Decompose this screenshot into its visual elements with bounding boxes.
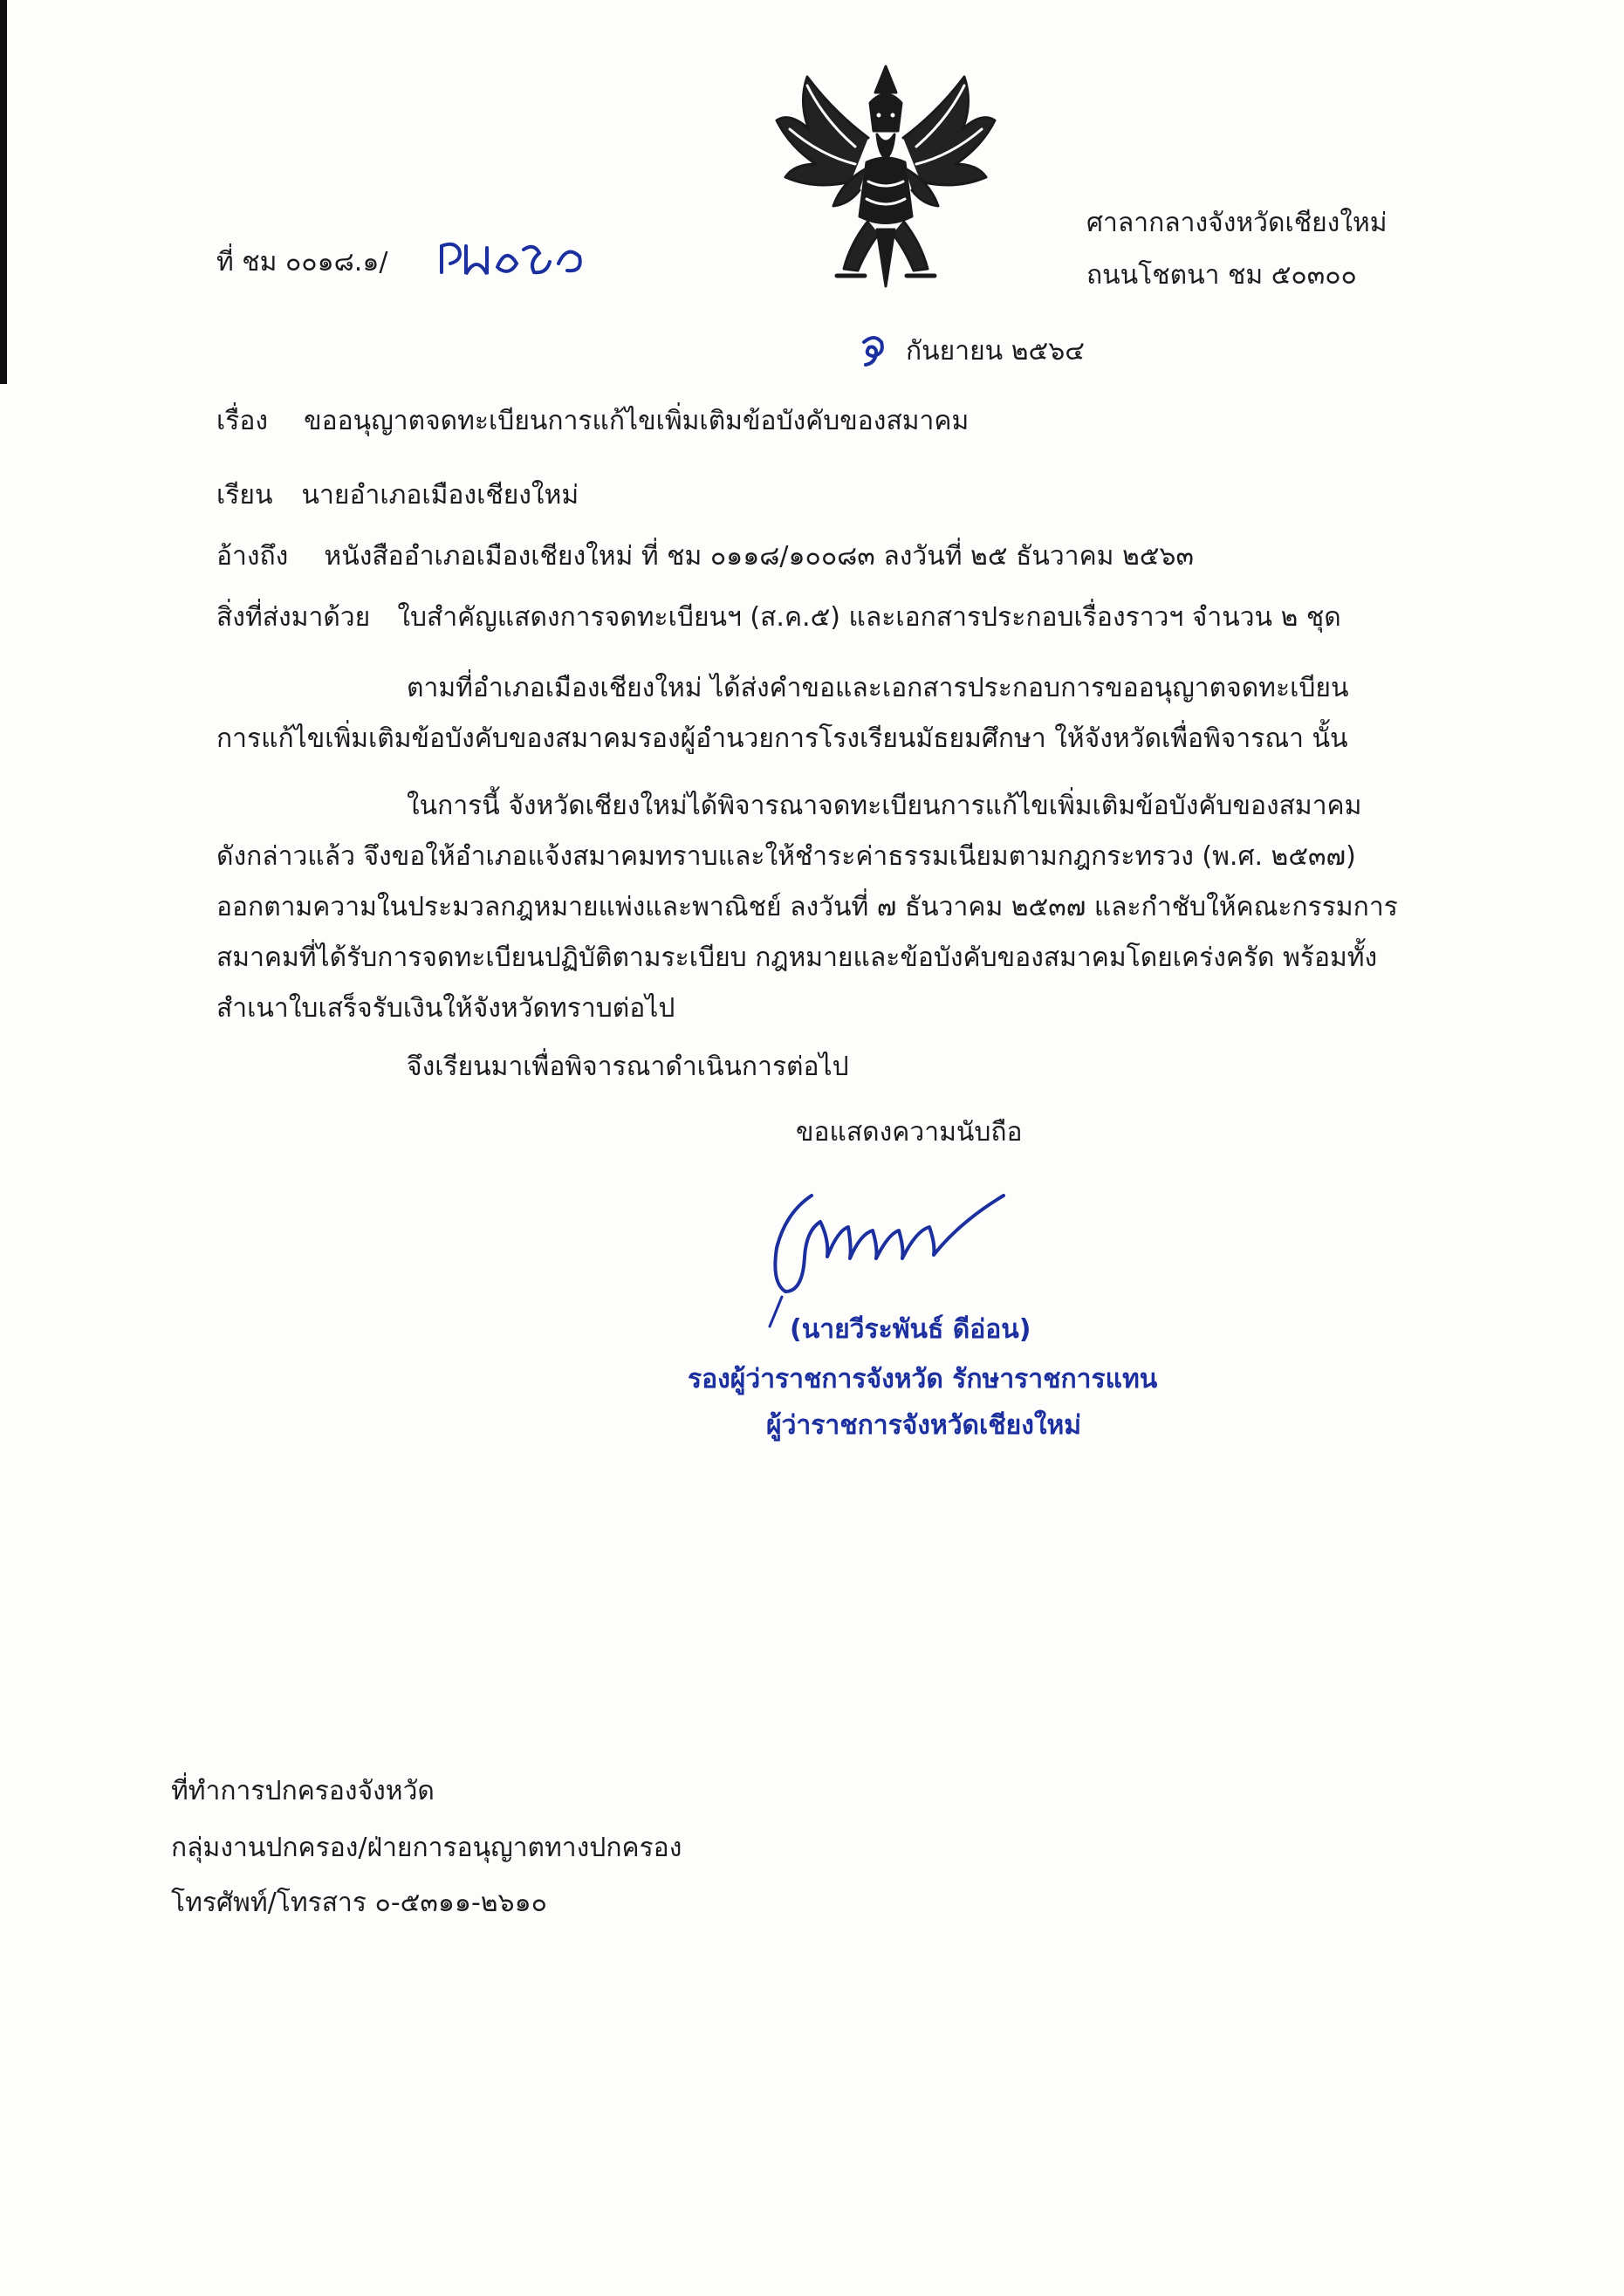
to-text: นายอำเภอเมืองเชียงใหม่: [301, 480, 579, 511]
signatory-name: (นายวีระพันธ์ ดีอ่อน): [790, 1314, 1031, 1345]
date-month-year: กันยายน ๒๕๖๔: [906, 336, 1085, 367]
to-label: เรียน: [216, 480, 273, 511]
footer-department: ที่ทำการปกครองจังหวัด: [171, 1776, 435, 1806]
reference-number-prefix: ที่ ชม ๐๐๑๘.๑/: [216, 247, 388, 278]
footer-phone: โทรศัพท์/โทรสาร ๐-๕๓๑๑-๒๖๑๐: [171, 1888, 547, 1918]
garuda-emblem-icon: [746, 51, 1025, 299]
enclosure-line: [216, 602, 1341, 634]
paragraph-line: ดังกล่าวแล้ว จึงขอให้อำเภอแจ้งสมาคมทราบและให้ชำระค่าธรรมเนียมตามกฎกระทรวง (พ.ศ. ๒๕๓๗): [216, 841, 1356, 872]
paragraph-line: สำเนาใบเสร็จรับเงินให้จังหวัดทราบต่อไป: [216, 993, 675, 1024]
subject-label: เรื่อง: [216, 406, 269, 436]
footer-section: กลุ่มงานปกครอง/ฝ่ายการอนุญาตทางปกครอง: [171, 1833, 682, 1863]
paragraph-line: การแก้ไขเพิ่มเติมข้อบังคับของสมาคมรองผู้อำนวยการโรงเรียนมัธยมศึกษา ให้จังหวัดเพื่อพิจารณา นั้น: [216, 723, 1348, 754]
reference-label: อ้างถึง: [216, 541, 289, 572]
closing-salutation: ขอแสดงความนับถือ: [796, 1117, 1023, 1148]
reference-line: [216, 541, 1194, 572]
closing-request: จึงเรียนมาเพื่อพิจารณาดำเนินการต่อไป: [407, 1052, 849, 1082]
enclosure-label: สิ่งที่ส่งมาด้วย: [216, 602, 371, 633]
handwritten-date-day: [855, 330, 890, 370]
handwritten-reference-number: [436, 237, 593, 281]
body-paragraph-1: [216, 663, 1348, 764]
body-paragraph-2: [216, 781, 1398, 1034]
to-line: [216, 480, 579, 511]
office-name: ศาลากลางจังหวัดเชียงใหม่: [1086, 208, 1388, 238]
paragraph-line: สมาคมที่ได้รับการจดทะเบียนปฏิบัติตามระเบียบ กฎหมายและข้อบังคับของสมาคมโดยเคร่งครัด พร้อมทั้ง: [216, 942, 1378, 973]
paragraph-line: ออกตามความในประมวลกฎหมายแพ่งและพาณิชย์ ลงวันที่ ๗ ธันวาคม ๒๕๓๗ และกำชับให้คณะกรรมการ: [216, 892, 1398, 922]
signatory-position: รองผู้ว่าราชการจังหวัด รักษาราชการแทน: [688, 1364, 1158, 1395]
paragraph-line: ในการนี้ จังหวัดเชียงใหม่ได้พิจารณาจดทะเบียนการแก้ไขเพิ่มเติมข้อบังคับของสมาคม: [407, 791, 1362, 821]
paragraph-line: ตามที่อำเภอเมืองเชียงใหม่ ได้ส่งคำขอและเอกสารประกอบการขออนุญาตจดทะเบียน: [407, 673, 1349, 703]
office-address: ถนนโชตนา ชม ๕๐๓๐๐: [1086, 260, 1357, 291]
reference-text: หนังสืออำเภอเมืองเชียงใหม่ ที่ ชม ๐๑๑๘/๑๐๐๘๓ ลงวันที่ ๒๕ ธันวาคม ๒๕๖๓: [324, 541, 1194, 572]
subject-line: [216, 406, 969, 437]
enclosure-text: ใบสำคัญแสดงการจดทะเบียนฯ (ส.ค.๕) และเอกสารประกอบเรื่องราวฯ จำนวน ๒ ชุด: [397, 602, 1341, 633]
subject-text: ขออนุญาตจดทะเบียนการแก้ไขเพิ่มเติมข้อบังคับของสมาคม: [304, 406, 970, 436]
signatory-position-governor: ผู้ว่าราชการจังหวัดเชียงใหม่: [766, 1410, 1082, 1441]
scan-edge-shadow: [0, 0, 7, 384]
